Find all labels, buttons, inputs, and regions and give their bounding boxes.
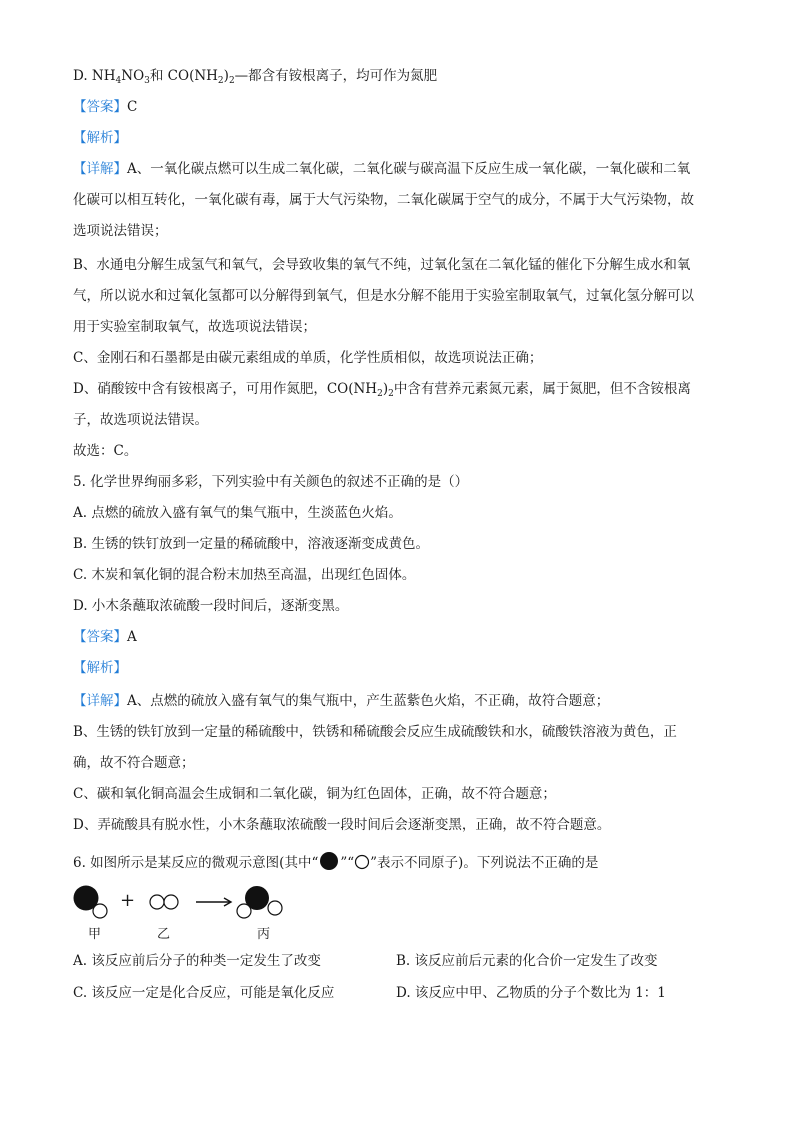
q5-option-a: A. 点燃的硫放入盛有氧气的集气瓶中，生淡蓝色火焰。	[73, 505, 402, 521]
detail-text: A、一氧化碳点燃可以生成二氧化碳，二氧化碳与碳高温下反应生成一氧化碳，一氧化碳和二氧	[127, 161, 691, 177]
formula-part: 和 CO(NH	[149, 68, 218, 84]
detail-tag: 【详解】	[73, 693, 127, 709]
answer-value: C	[127, 99, 138, 115]
q6-option-b: B. 该反应前后元素的化合价一定发生了改变	[396, 953, 658, 969]
option-text: —都含有铵根离子，均可作为氮肥	[234, 68, 438, 84]
detail-text: A、点燃的硫放入盛有氧气的集气瓶中，产生蓝紫色火焰，不正确，故符合题意；	[127, 693, 610, 709]
answer-value: A	[127, 629, 137, 645]
reaction-molecules	[70, 880, 300, 928]
stem-text: ”表示不同原子)。下列说法不正确的是	[370, 855, 599, 871]
q4-detail-d-line1	[73, 380, 691, 398]
q5-option-d: D. 小木条蘸取浓硫酸一段时间后，逐渐变黑。	[73, 598, 349, 614]
detail-tag: 【详解】	[73, 161, 127, 177]
q4-detail-b-line1: B、水通电分解生成氢气和氧气，会导致收集的氧气不纯，过氧化氢在二氧化锰的催化下分解生成水和氧	[73, 257, 691, 273]
arrow-icon	[196, 898, 231, 906]
analysis-tag: 【解析】	[73, 130, 127, 146]
molecule-bing	[237, 886, 282, 918]
q5-detail-b-line1: B、生锈的铁钉放到一定量的稀硫酸中，铁锈和稀硫酸会反应生成硫酸铁和水，硫酸铁溶液为黄色，正	[73, 724, 677, 740]
formula-part: )	[382, 381, 389, 397]
q6-option-a: A. 该反应前后分子的种类一定发生了改变	[73, 953, 321, 969]
q5-detail-a	[73, 692, 609, 710]
q4-detail-d-line2: 子，故选项说法错误。	[73, 412, 208, 428]
label-yi: 乙	[157, 927, 171, 942]
stem-text: 6. 如图所示是某反应的微观示意图(其中“	[73, 855, 319, 871]
q4-detail-c-line1: C、金刚石和石墨都是由碳元素组成的单质，化学性质相似，故选项说法正确；	[73, 350, 543, 366]
subscript: 2	[388, 389, 394, 399]
q6-option-d: D. 该反应中甲、乙物质的分子个数比为 1：1	[396, 985, 666, 1001]
detail-text: 中含有营养元素氮元素，属于氮肥，但不含铵根离	[393, 381, 691, 397]
plus-sign: +	[120, 890, 136, 911]
molecule-jia	[74, 886, 108, 919]
label-bing: 丙	[257, 927, 271, 942]
subscript: 4	[115, 76, 122, 86]
stem-text: ”“	[340, 855, 355, 871]
q5-detail-d: D、弄硫酸具有脱水性，小木条蘸取浓硫酸一段时间后会逐渐变黑，正确，故不符合题意。	[73, 817, 611, 833]
q4-detail-a-line3: 选项说法错误；	[73, 223, 168, 239]
q5-analysis-heading	[73, 659, 127, 677]
q6-option-c: C. 该反应一定是化合反应，可能是氧化反应	[73, 985, 335, 1001]
formula-part: )	[223, 68, 229, 84]
q4-detail-b-line2: 气，所以说水和过氧化氢都可以分解得到氧气，但是水分解不能用于实验室制取氧气，过氧化氢分解可以	[73, 288, 694, 304]
answer-tag: 【答案】	[73, 99, 127, 115]
formula-part: NO	[121, 68, 145, 84]
q4-detail-a-line1	[73, 160, 690, 178]
q4-detail-a-line2: 化碳可以相互转化，一氧化碳有毒，属于大气污染物，二氧化碳属于空气的成分，不属于大气污染物，故	[73, 192, 694, 208]
q6-stem	[73, 852, 598, 872]
q4-answer	[73, 98, 137, 116]
q5-detail-b-line2: 确，故不符合题意；	[73, 755, 195, 771]
subscript: 2	[228, 76, 235, 86]
q5-option-b: B. 生锈的铁钉放到一定量的稀硫酸中，溶液逐渐变成黄色。	[73, 536, 430, 552]
molecule-yi	[150, 895, 178, 909]
subscript: 2	[377, 389, 383, 399]
q5-stem: 5. 化学世界绚丽多彩，下列实验中有关颜色的叙述不正确的是（）	[73, 474, 469, 490]
q4-analysis-heading	[73, 129, 127, 147]
answer-tag: 【答案】	[73, 629, 127, 645]
q5-detail-c: C、碳和氧化铜高温会生成铜和二氧化碳，铜为红色固体，正确，故不符合题意；	[73, 786, 556, 802]
q5-answer	[73, 628, 137, 646]
label-jia: 甲	[88, 927, 102, 942]
subscript: 2	[217, 76, 224, 86]
q4-conclusion: 故选：C。	[73, 443, 138, 459]
subscript: 3	[144, 76, 150, 86]
formula-part: D. NH	[73, 68, 116, 84]
q4-option-d	[73, 67, 437, 85]
analysis-tag: 【解析】	[73, 660, 127, 676]
black-atom-icon	[318, 852, 340, 870]
q4-detail-b-line3: 用于实验室制取氧气，故选项说法错误；	[73, 319, 316, 335]
detail-text: D、硝酸铵中含有铵根离子，可用作氮肥，CO(NH	[73, 381, 378, 397]
q5-option-c: C. 木炭和氧化铜的混合粉末加热至高温，出现红色固体。	[73, 567, 416, 583]
white-atom-icon	[354, 854, 370, 870]
